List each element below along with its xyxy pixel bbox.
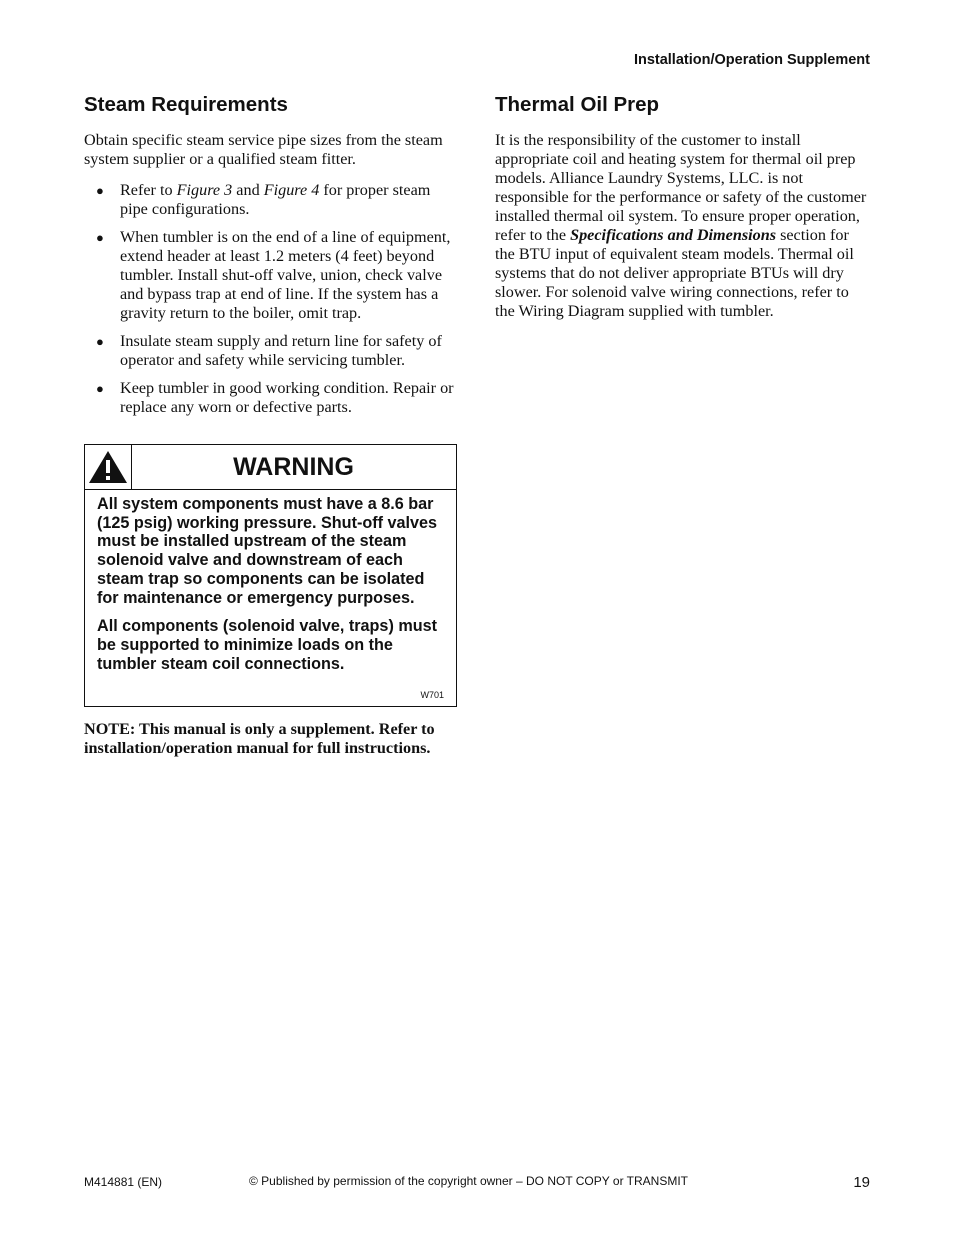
warning-triangle-icon — [88, 450, 128, 484]
bullet-icon: ● — [96, 334, 104, 349]
warning-paragraph: All system components must have a 8.6 bar (125 psig) working pressure. Shut-off valves must be installed upstream of the steam solenoid valve and downstream of each steam trap so components can be isolated for maintenance or emergency purposes. — [97, 495, 438, 607]
steam-requirements-heading: Steam Requirements — [84, 93, 288, 116]
bullet-icon: ● — [96, 230, 104, 245]
warning-body — [85, 490, 456, 673]
bullet-icon: ● — [96, 381, 104, 396]
warning-header — [85, 445, 456, 490]
bullet-icon: ● — [96, 183, 104, 198]
figure-4-reference: Figure 4 — [263, 181, 320, 199]
list-item: ● Keep tumbler in good working condition. Repair or replace any worn or defective parts. — [96, 379, 454, 416]
document-id: M414881 (EN) — [84, 1175, 163, 1189]
steam-bullet-list — [84, 181, 459, 417]
thermal-oil-section — [495, 92, 869, 321]
specifications-reference: Specifications and Dimensions — [570, 226, 777, 244]
warning-title: WARNING — [233, 453, 354, 481]
list-item: ● When tumbler is on the end of a line of equipment, extend header at least 1.2 meters (4 feet) beyond tumbler. Install shut-off valve, union, check valve and bypass trap at end of line. If the system has a gravity return to the boiler, omit trap. — [96, 228, 451, 322]
warning-code: W701 — [420, 690, 444, 700]
page-number: 19 — [853, 1174, 870, 1191]
warning-paragraph: All components (solenoid valve, traps) must be supported to minimize loads on the tumbler steam coil connections. — [97, 617, 438, 673]
list-item: ● Refer to Figure 3 and Figure 4 for proper steam pipe configurations. — [96, 181, 431, 218]
thermal-oil-text: It is the responsibility of the customer to install appropriate coil and heating system for thermal oil prep models. Alliance Laundry Systems, LLC. is not responsible for the performance or safety of the customer installed thermal oil system. To ensure proper operation, refer to the Specifications and Dimensions section for the BTU input of equivalent steam models. Thermal oil systems that do not deliver appropriate BTUs will dry slower. For solenoid valve wiring connections, refer to the Wiring Diagram supplied with tumbler. — [495, 131, 867, 320]
copyright-notice: © Published by permission of the copyright owner – DO NOT COPY or TRANSMIT — [249, 1174, 689, 1188]
steam-requirements-section — [84, 92, 459, 426]
warning-box — [84, 444, 457, 707]
list-item: ● Insulate steam supply and return line for safety of operator and safety while servicing tumbler. — [96, 332, 442, 369]
thermal-oil-heading: Thermal Oil Prep — [495, 93, 660, 116]
running-header: Installation/Operation Supplement — [633, 52, 870, 68]
steam-intro: Obtain specific steam service pipe sizes from the steam system supplier or a qualified steam fitter. — [84, 131, 443, 168]
supplement-note: NOTE: This manual is only a supplement. Refer to installation/operation manual for full instructions. — [84, 720, 435, 757]
figure-3-reference: Figure 3 — [176, 181, 233, 199]
